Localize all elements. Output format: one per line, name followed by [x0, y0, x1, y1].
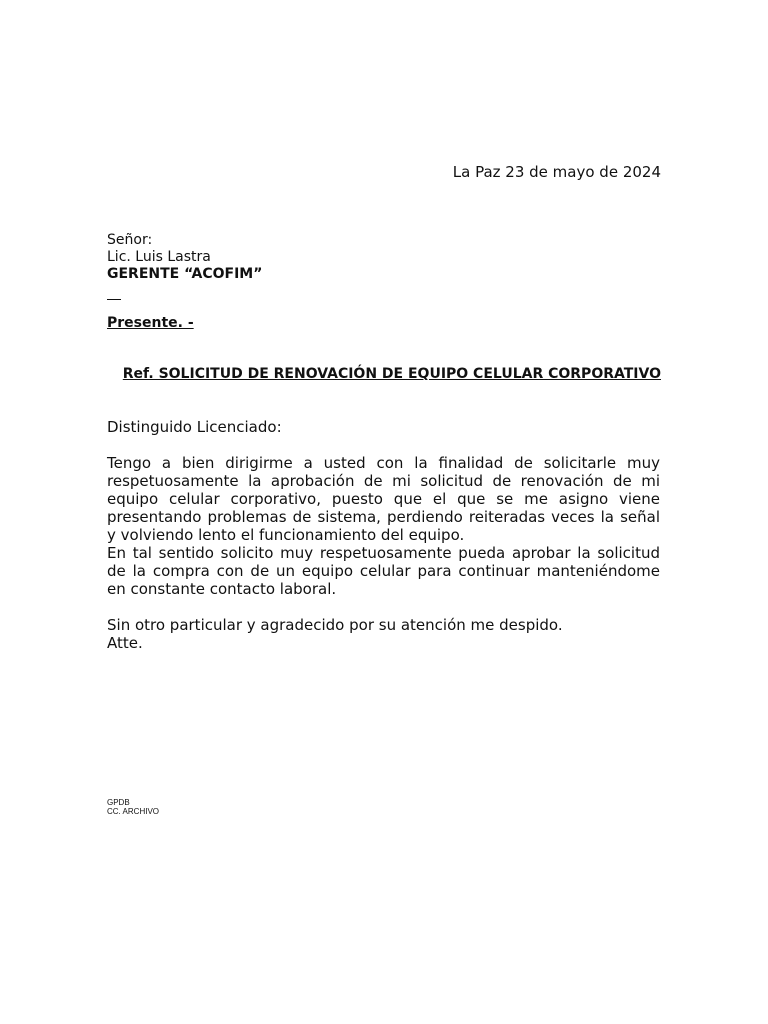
letter-body — [107, 418, 660, 652]
typist-initials: GPDB — [107, 798, 130, 807]
recipient-salutation: Señor: — [107, 232, 153, 248]
underline-mark — [107, 299, 121, 300]
sign-off: Atte. — [107, 634, 143, 652]
spacer — [107, 598, 660, 616]
body-paragraph-1: Tengo a bien dirigirme a usted con la finalidad de solicitarle muy respetuosamente la aprobación de mi solicitud de renovación de mi equipo celular corporativo, puesto que el que se me asigno viene presentando problemas de sistema, perdiendo reiteradas veces la señal y volviendo lento el funcionamiento del equipo. — [107, 454, 660, 544]
closing-line: Sin otro particular y agradecido por su atención me despido. — [107, 616, 563, 634]
footer-references — [107, 798, 159, 816]
body-paragraph-2: En tal sentido solicito muy respetuosamente pueda aprobar la solicitud de la compra con de un equipo celular para continuar manteniéndome en constante contacto laboral. — [107, 544, 660, 598]
greeting: Distinguido Licenciado: — [107, 418, 282, 436]
recipient-name: Lic. Luis Lastra — [107, 249, 211, 265]
recipient-title: GERENTE “ACOFIM” — [107, 266, 263, 282]
presente-line: Presente. - — [107, 315, 194, 331]
recipient-block — [107, 232, 262, 283]
letter-date: La Paz 23 de mayo de 2024 — [452, 163, 661, 181]
reference-line: Ref. SOLICITUD DE RENOVACIÓN DE EQUIPO CELULAR CORPORATIVO — [122, 366, 661, 382]
cc-archive: CC. ARCHIVO — [107, 807, 160, 816]
spacer — [107, 436, 660, 454]
